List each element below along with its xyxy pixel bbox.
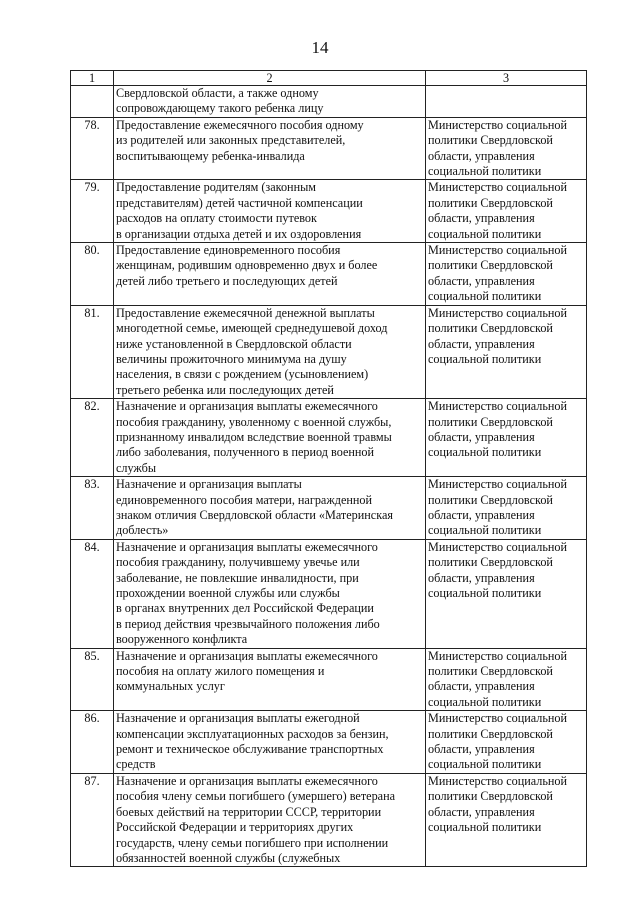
service-description: Назначение и организация выплаты ежемесячного пособия члену семьи погибшего (умершего) ветерана боевых действий на территории СССР, территории Российской Федерации и территориях других государств, члену семьи погибшего при исполнении обязанностей военной службы (служебных <box>114 773 426 866</box>
responsible-body: Министерство социальной политики Свердловской области, управления социальной политики <box>426 180 587 243</box>
table-row <box>71 117 587 180</box>
row-number: 84. <box>71 539 114 648</box>
responsible-body: Министерство социальной политики Свердловской области, управления социальной политики <box>426 399 587 477</box>
service-description: Назначение и организация выплаты ежегодной компенсации эксплуатационных расходов за бензин, ремонт и техническое обслуживание транспортных средств <box>114 711 426 774</box>
page-number: 14 <box>311 38 329 57</box>
responsible-body: Министерство социальной политики Свердловской области, управления социальной политики <box>426 539 587 648</box>
responsible-body: Министерство социальной политики Свердловской области, управления социальной политики <box>426 305 587 398</box>
responsible-body: Министерство социальной политики Свердловской области, управления социальной политики <box>426 477 587 540</box>
table-row <box>71 539 587 648</box>
row-number: 83. <box>71 477 114 540</box>
header-row <box>71 71 587 86</box>
responsible-body <box>426 86 587 118</box>
responsible-body: Министерство социальной политики Свердловской области, управления социальной политики <box>426 243 587 306</box>
responsible-body: Министерство социальной политики Свердловской области, управления социальной политики <box>426 648 587 711</box>
service-description: Предоставление родителям (законным представителям) детей частичной компенсации расходов на оплату стоимости путевок в организации отдыха детей и их оздоровления <box>114 180 426 243</box>
service-description: Назначение и организация выплаты ежемесячного пособия на оплату жилого помещения и коммунальных услуг <box>114 648 426 711</box>
responsible-body: Министерство социальной политики Свердловской области, управления социальной политики <box>426 711 587 774</box>
table-row <box>71 648 587 711</box>
row-number: 79. <box>71 180 114 243</box>
table-row <box>71 773 587 866</box>
services-table <box>70 70 587 867</box>
row-number: 78. <box>71 117 114 180</box>
row-number: 82. <box>71 399 114 477</box>
responsible-body: Министерство социальной политики Свердловской области, управления социальной политики <box>426 773 587 866</box>
service-description: Свердловской области, а также одному сопровождающему такого ребенка лицу <box>114 86 426 118</box>
service-description: Предоставление ежемесячной денежной выплаты многодетной семье, имеющей среднедушевой доход ниже установленной в Свердловской области величины прожиточного минимума на душу населения, в связи с рождением (усыновлением) третьего ребенка или последующих детей <box>114 305 426 398</box>
row-number <box>71 86 114 118</box>
table-row <box>71 86 587 118</box>
row-number: 87. <box>71 773 114 866</box>
service-description: Назначение и организация выплаты единовременного пособия матери, награжденной знаком отличия Свердловской области «Материнская доблесть» <box>114 477 426 540</box>
table-row <box>71 399 587 477</box>
table-row <box>71 477 587 540</box>
column-header-2: 2 <box>114 71 426 86</box>
responsible-body: Министерство социальной политики Свердловской области, управления социальной политики <box>426 117 587 180</box>
column-header-3: 3 <box>426 71 587 86</box>
service-description: Предоставление единовременного пособия женщинам, родившим одновременно двух и более детей либо третьего и последующих детей <box>114 243 426 306</box>
table-row <box>71 711 587 774</box>
row-number: 81. <box>71 305 114 398</box>
service-description: Предоставление ежемесячного пособия одному из родителей или законных представителей, воспитывающему ребенка-инвалида <box>114 117 426 180</box>
table-row <box>71 180 587 243</box>
row-number: 86. <box>71 711 114 774</box>
service-description: Назначение и организация выплаты ежемесячного пособия гражданину, получившему увечье или заболевание, не повлекшие инвалидности, при прохождении военной службы или службы в органах внутренних дел Российской Федерации в период действия чрезвычайного положения либо вооруженного конфликта <box>114 539 426 648</box>
table-row <box>71 243 587 306</box>
row-number: 80. <box>71 243 114 306</box>
row-number: 85. <box>71 648 114 711</box>
table-row <box>71 305 587 398</box>
column-header-1: 1 <box>71 71 114 86</box>
service-description: Назначение и организация выплаты ежемесячного пособия гражданину, уволенному с военной службы, признанному инвалидом вследствие военной травмы либо заболевания, полученного в период военной службы <box>114 399 426 477</box>
